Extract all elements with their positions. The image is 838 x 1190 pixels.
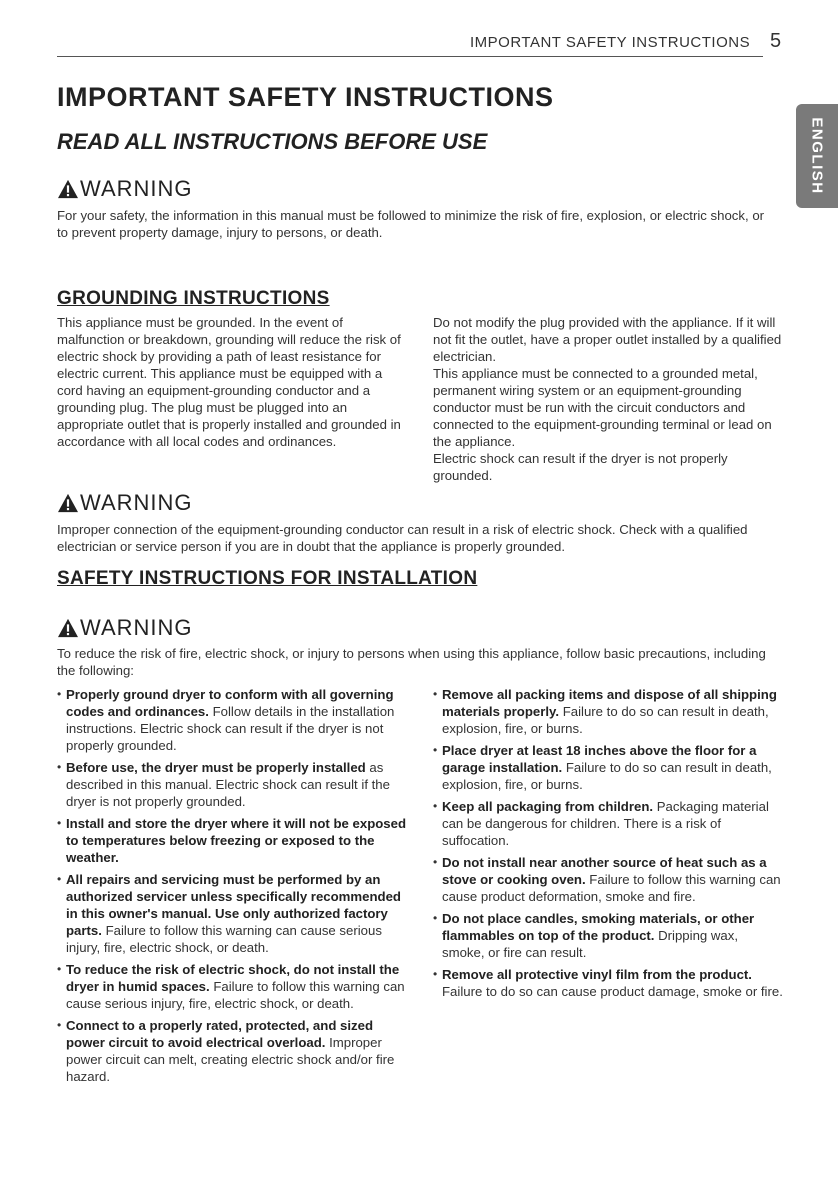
list-item: • To reduce the risk of electric shock, do not install the dryer in humid spaces. Failure to follow this warning can cause serious injury, fire, electric shock, or death.: [57, 961, 407, 1012]
warning-triangle-icon: [57, 493, 79, 513]
grounding-right-paragraph: Electric shock can result if the dryer is not properly grounded.: [433, 451, 728, 483]
list-item: • Keep all packaging from children. Packaging material can be dangerous for children. There is a risk of suffocation.: [433, 798, 783, 849]
warning-triangle-icon: [57, 179, 79, 199]
warning-label: WARNING: [80, 490, 193, 515]
grounding-right-column: [433, 314, 783, 484]
grounding-right-paragraph: Do not modify the plug provided with the appliance. If it will not fit the outlet, have a proper outlet installed by a qualified electrician.: [433, 315, 782, 364]
list-item: • Properly ground dryer to conform with all governing codes and ordinances. Follow details in the installation instructions. Electric shock can result if the dryer is not properly grounded.: [57, 686, 407, 754]
grounding-left-paragraph: This appliance must be grounded. In the event of malfunction or breakdown, grounding will reduce the risk of electric shock by providing a path of least resistance for electric current. This appliance must be equipped with a cord having an equipment-grounding conductor and a grounding plug. The plug must be plugged into an appropriate outlet that is properly installed and grounded in accordance with all local codes and ordinances.: [57, 315, 401, 449]
installation-left-column: [57, 686, 407, 1090]
grounding-left-column: [57, 314, 407, 450]
warning-heading-1: [57, 176, 193, 202]
warning-heading-3: [57, 615, 193, 641]
warning-1-text: For your safety, the information in this manual must be followed to minimize the risk of fire, explosion, or electric shock, or to prevent property damage, injury to persons, or death.: [57, 208, 765, 240]
warning-heading-2: [57, 490, 193, 516]
list-item: • Place dryer at least 18 inches above the floor for a garage installation. Failure to do so can result in death, explosion, fire, or burns.: [433, 742, 783, 793]
language-tab: [796, 104, 838, 208]
running-header: IMPORTANT SAFETY INSTRUCTIONS: [470, 34, 751, 51]
grounding-right-paragraph: This appliance must be connected to a grounded metal, permanent wiring system or an equipment-grounding conductor must be run with the circuit conductors and connected to the equipment-grounding terminal or lead on the appliance.: [433, 366, 772, 449]
list-item: • Connect to a properly rated, protected, and sized power circuit to avoid electrical overload. Improper power circuit can melt, creating electric shock and/or fire hazard.: [57, 1017, 407, 1085]
page-number: 5: [770, 30, 782, 52]
list-item: • Do not place candles, smoking materials, or other flammables on top of the product. Dripping wax, smoke, or fire can result.: [433, 910, 783, 961]
list-item: • Do not install near another source of heat such as a stove or cooking oven. Failure to follow this warning can cause product deformation, smoke and fire.: [433, 854, 783, 905]
language-tab-label: ENGLISH: [808, 117, 826, 195]
list-item: • Remove all packing items and dispose of all shipping materials properly. Failure to do so can result in death, explosion, fire, or burns.: [433, 686, 783, 737]
installation-section-title: SAFETY INSTRUCTIONS FOR INSTALLATION: [57, 568, 478, 589]
warning-2-text: Improper connection of the equipment-grounding conductor can result in a risk of electric shock. Check with a qualified electrician or service person if you are in doubt that the appliance is properly grounded.: [57, 522, 748, 554]
page-title: IMPORTANT SAFETY INSTRUCTIONS: [57, 82, 554, 112]
grounding-section-title: GROUNDING INSTRUCTIONS: [57, 288, 330, 309]
installation-right-column: [433, 686, 783, 1005]
warning-triangle-icon: [57, 618, 79, 638]
warning-label: WARNING: [80, 176, 193, 201]
header-divider: [57, 56, 763, 57]
list-item: • All repairs and servicing must be performed by an authorized servicer unless specifically recommended in this owner's manual. Use only authorized factory parts. Failure to follow this warning can cause serious injury, fire, electric shock, or death.: [57, 871, 407, 956]
list-item: • Install and store the dryer where it will not be exposed to temperatures below freezing or exposed to the weather.: [57, 815, 407, 866]
list-item: • Remove all protective vinyl film from the product. Failure to do so can cause product damage, smoke or fire.: [433, 966, 783, 1000]
page-subtitle: READ ALL INSTRUCTIONS BEFORE USE: [57, 129, 488, 154]
list-item: • Before use, the dryer must be properly installed as described in this manual. Electric shock can result if the dryer is not properly grounded.: [57, 759, 407, 810]
installation-warning-text: To reduce the risk of fire, electric shock, or injury to persons when using this appliance, follow basic precautions, including the following:: [57, 646, 766, 678]
warning-label: WARNING: [80, 615, 193, 640]
